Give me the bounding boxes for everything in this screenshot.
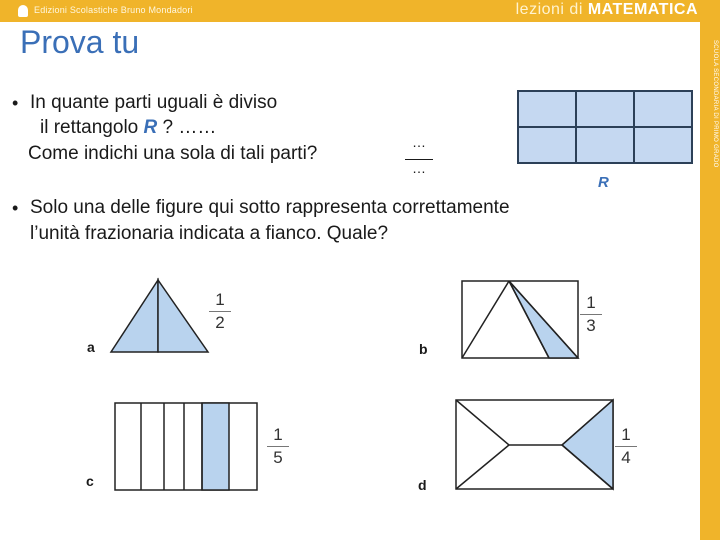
q2-line2: l’unità frazionaria indicata a fianco. Quale? — [30, 223, 389, 244]
figure-d-label: d — [418, 477, 427, 493]
sidebar-text: SCUOLA SECONDARIA DI PRIMO GRADO — [712, 40, 718, 168]
figure-c-label: c — [86, 473, 94, 489]
bullet-2: • — [12, 198, 19, 218]
header-bar — [0, 0, 720, 22]
rect-r-part — [634, 127, 692, 163]
q1-line3: Come indichi una sola di tali parti? — [28, 143, 318, 164]
rect-r-part — [576, 127, 634, 163]
rect-r-part — [634, 91, 692, 127]
rect-name: R — [143, 117, 158, 138]
answer-numerator-blank: … — [412, 134, 426, 150]
figure-b-label: b — [419, 341, 428, 357]
figure-c-rectangle — [114, 402, 259, 492]
q2-line1: Solo una delle figure qui sotto rappresenta correttamente — [30, 197, 510, 218]
q1-line2: il rettangolo R ? …… — [40, 117, 217, 138]
answer-denominator-blank: … — [412, 160, 426, 176]
figure-d-envelope — [455, 399, 615, 491]
rect-r-label: R — [598, 174, 609, 191]
figure-a-label: a — [87, 339, 95, 355]
series-title: lezioni di MATEMATICA — [515, 1, 698, 18]
fraction-a: 1 2 — [209, 291, 231, 332]
fraction-c: 1 5 — [267, 426, 289, 467]
publisher-logo-icon — [18, 5, 28, 17]
publisher-name: Edizioni Scolastiche Bruno Mondadori — [34, 5, 193, 15]
q1-line1: In quante parti uguali è diviso — [30, 92, 278, 113]
figure-b-shape — [461, 280, 581, 360]
bullet-1: • — [12, 93, 19, 113]
page-title: Prova tu — [20, 24, 140, 60]
fraction-d: 1 4 — [615, 426, 637, 467]
rect-r-part — [576, 91, 634, 127]
rect-r-part — [518, 91, 576, 127]
figure-a-triangle — [110, 278, 210, 354]
rect-r-part — [518, 127, 576, 163]
rectangle-r — [517, 90, 693, 164]
fraction-b: 1 3 — [580, 294, 602, 335]
